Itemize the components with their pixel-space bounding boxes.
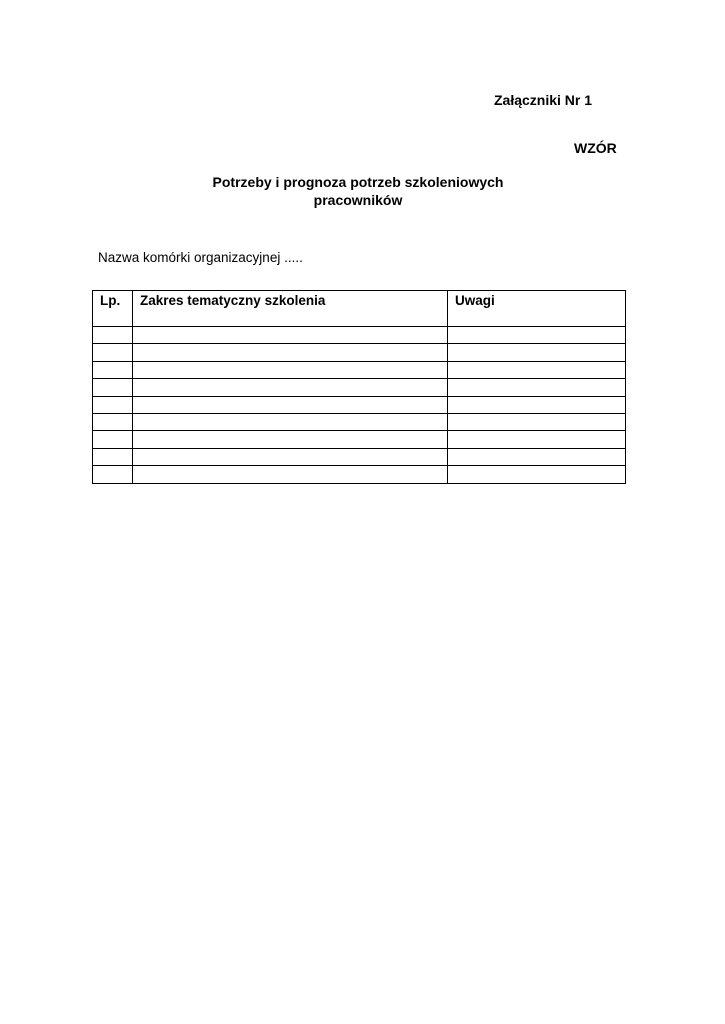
table-row [93,448,626,465]
cell-lp[interactable] [93,413,133,430]
cell-uwagi[interactable] [448,361,626,378]
cell-uwagi[interactable] [448,466,626,483]
cell-lp[interactable] [93,344,133,361]
org-unit-label: Nazwa komórki organizacyjnej ..... [98,250,303,265]
cell-lp[interactable] [93,431,133,448]
column-header-zakres: Zakres tematyczny szkolenia [133,291,448,327]
cell-uwagi[interactable] [448,379,626,396]
cell-lp[interactable] [93,379,133,396]
cell-zakres[interactable] [133,361,448,378]
cell-zakres[interactable] [133,396,448,413]
cell-zakres[interactable] [133,466,448,483]
table-row [93,466,626,483]
cell-uwagi[interactable] [448,413,626,430]
training-needs-table [92,290,626,484]
table-row [93,413,626,430]
table-header-row [93,291,626,327]
document-title-line-2: pracowników [313,192,403,208]
table-row [93,431,626,448]
cell-zakres[interactable] [133,327,448,344]
cell-lp[interactable] [93,466,133,483]
cell-uwagi[interactable] [448,431,626,448]
document-title [150,173,566,209]
cell-uwagi[interactable] [448,396,626,413]
cell-zakres[interactable] [133,448,448,465]
table-row [93,361,626,378]
table-row [93,396,626,413]
table-row [93,379,626,396]
cell-uwagi[interactable] [448,327,626,344]
document-title-line-1: Potrzeby i prognoza potrzeb szkoleniowych [212,174,504,190]
cell-lp[interactable] [93,327,133,344]
cell-lp[interactable] [93,396,133,413]
attachment-number: Załączniki Nr 1 [494,92,593,108]
cell-uwagi[interactable] [448,448,626,465]
table-row [93,344,626,361]
template-label: WZÓR [574,140,617,156]
cell-zakres[interactable] [133,344,448,361]
column-header-uwagi: Uwagi [448,291,626,327]
cell-zakres[interactable] [133,413,448,430]
cell-uwagi[interactable] [448,344,626,361]
table-row [93,327,626,344]
cell-zakres[interactable] [133,431,448,448]
cell-zakres[interactable] [133,379,448,396]
column-header-lp: Lp. [93,291,133,327]
cell-lp[interactable] [93,448,133,465]
cell-lp[interactable] [93,361,133,378]
